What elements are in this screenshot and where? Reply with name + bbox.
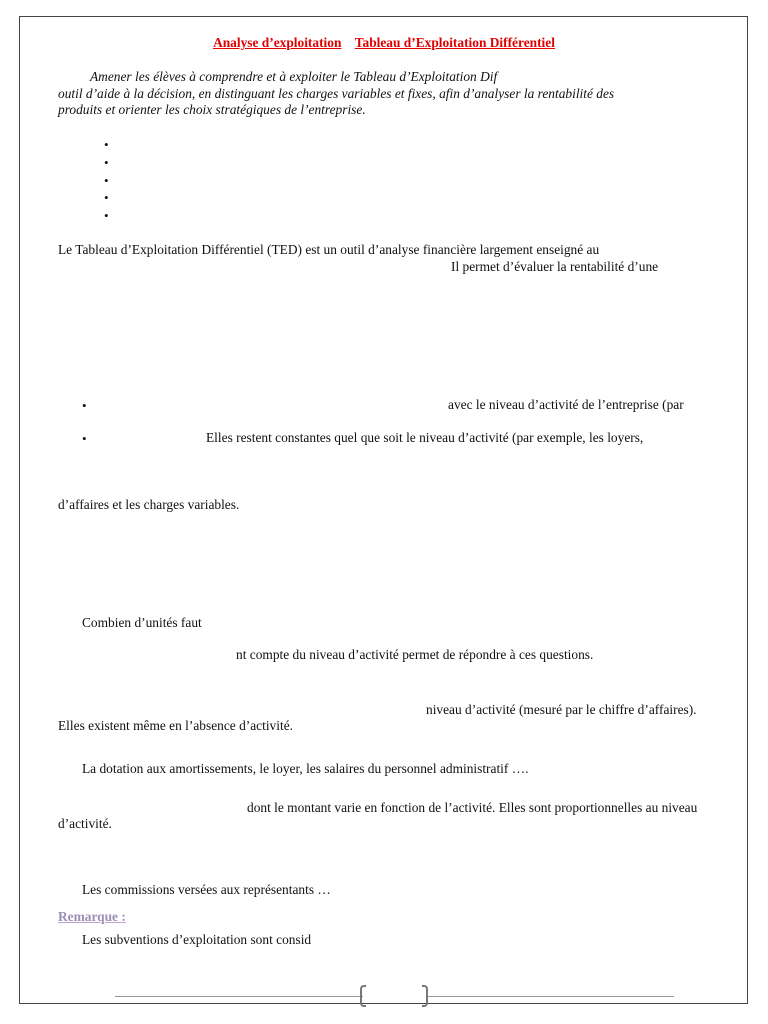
- footer-line-left: [115, 996, 363, 997]
- charges-bullet-2: •: [82, 431, 87, 446]
- ted-paragraph-line-2: Il permet d’évaluer la rentabilité d’une: [451, 259, 659, 274]
- fixes-example: La dotation aux amortissements, le loyer, les salaires du personnel administratif ….: [82, 761, 529, 776]
- objective-bullet-4: •: [104, 190, 109, 205]
- document-title: [0, 35, 768, 51]
- footer-line-right: [428, 996, 674, 997]
- charges-bullet-1: •: [82, 398, 87, 413]
- charges-item-variables: avec le niveau d’activité de l’entreprise (par: [448, 397, 684, 412]
- variables-example: Les commissions versées aux représentants …: [82, 882, 331, 897]
- affaires-line: d’affaires et les charges variables.: [58, 497, 240, 512]
- variables-definition-line-1: dont le montant varie en fonction de l’activité. Elles sont proportionnelles au niveau: [247, 800, 698, 815]
- remark-label: Remarque :: [58, 909, 126, 924]
- title-part-analyse: Analyse d’exploitation: [213, 35, 342, 50]
- intro-line-3: produits et orienter les choix stratégiques de l’entreprise.: [58, 102, 366, 117]
- compte-line: nt compte du niveau d’activité permet de répondre à ces questions.: [236, 647, 594, 662]
- objective-bullet-3: •: [104, 173, 109, 188]
- ted-paragraph-line-1: Le Tableau d’Exploitation Différentiel (TED) est un outil d’analyse financière largement enseigné au: [58, 242, 600, 257]
- footer-bracket-left: [360, 985, 366, 1007]
- fixes-definition-line-1: niveau d’activité (mesuré par le chiffre d’affaires).: [426, 702, 697, 717]
- title-part-ted: Tableau d’Exploitation Différentiel: [354, 35, 555, 50]
- remark-text: Les subventions d’exploitation sont consid: [82, 932, 312, 947]
- objective-bullet-1: •: [104, 137, 109, 152]
- objective-bullet-5: •: [104, 208, 109, 223]
- fixes-definition-line-2: Elles existent même en l’absence d’activité.: [58, 718, 293, 733]
- intro-line-1: Amener les élèves à comprendre et à exploiter le Tableau d’Exploitation Dif: [90, 69, 498, 84]
- objective-bullet-2: •: [104, 155, 109, 170]
- intro-line-2: outil d’aide à la décision, en distinguant les charges variables et fixes, afin d’analyser la rentabilité des: [58, 86, 615, 101]
- charges-item-fixes: Elles restent constantes quel que soit le niveau d’activité (par exemple, les loyers,: [206, 430, 644, 445]
- variables-definition-line-2: d’activité.: [58, 816, 112, 831]
- combien-question: Combien d’unités faut: [82, 615, 202, 630]
